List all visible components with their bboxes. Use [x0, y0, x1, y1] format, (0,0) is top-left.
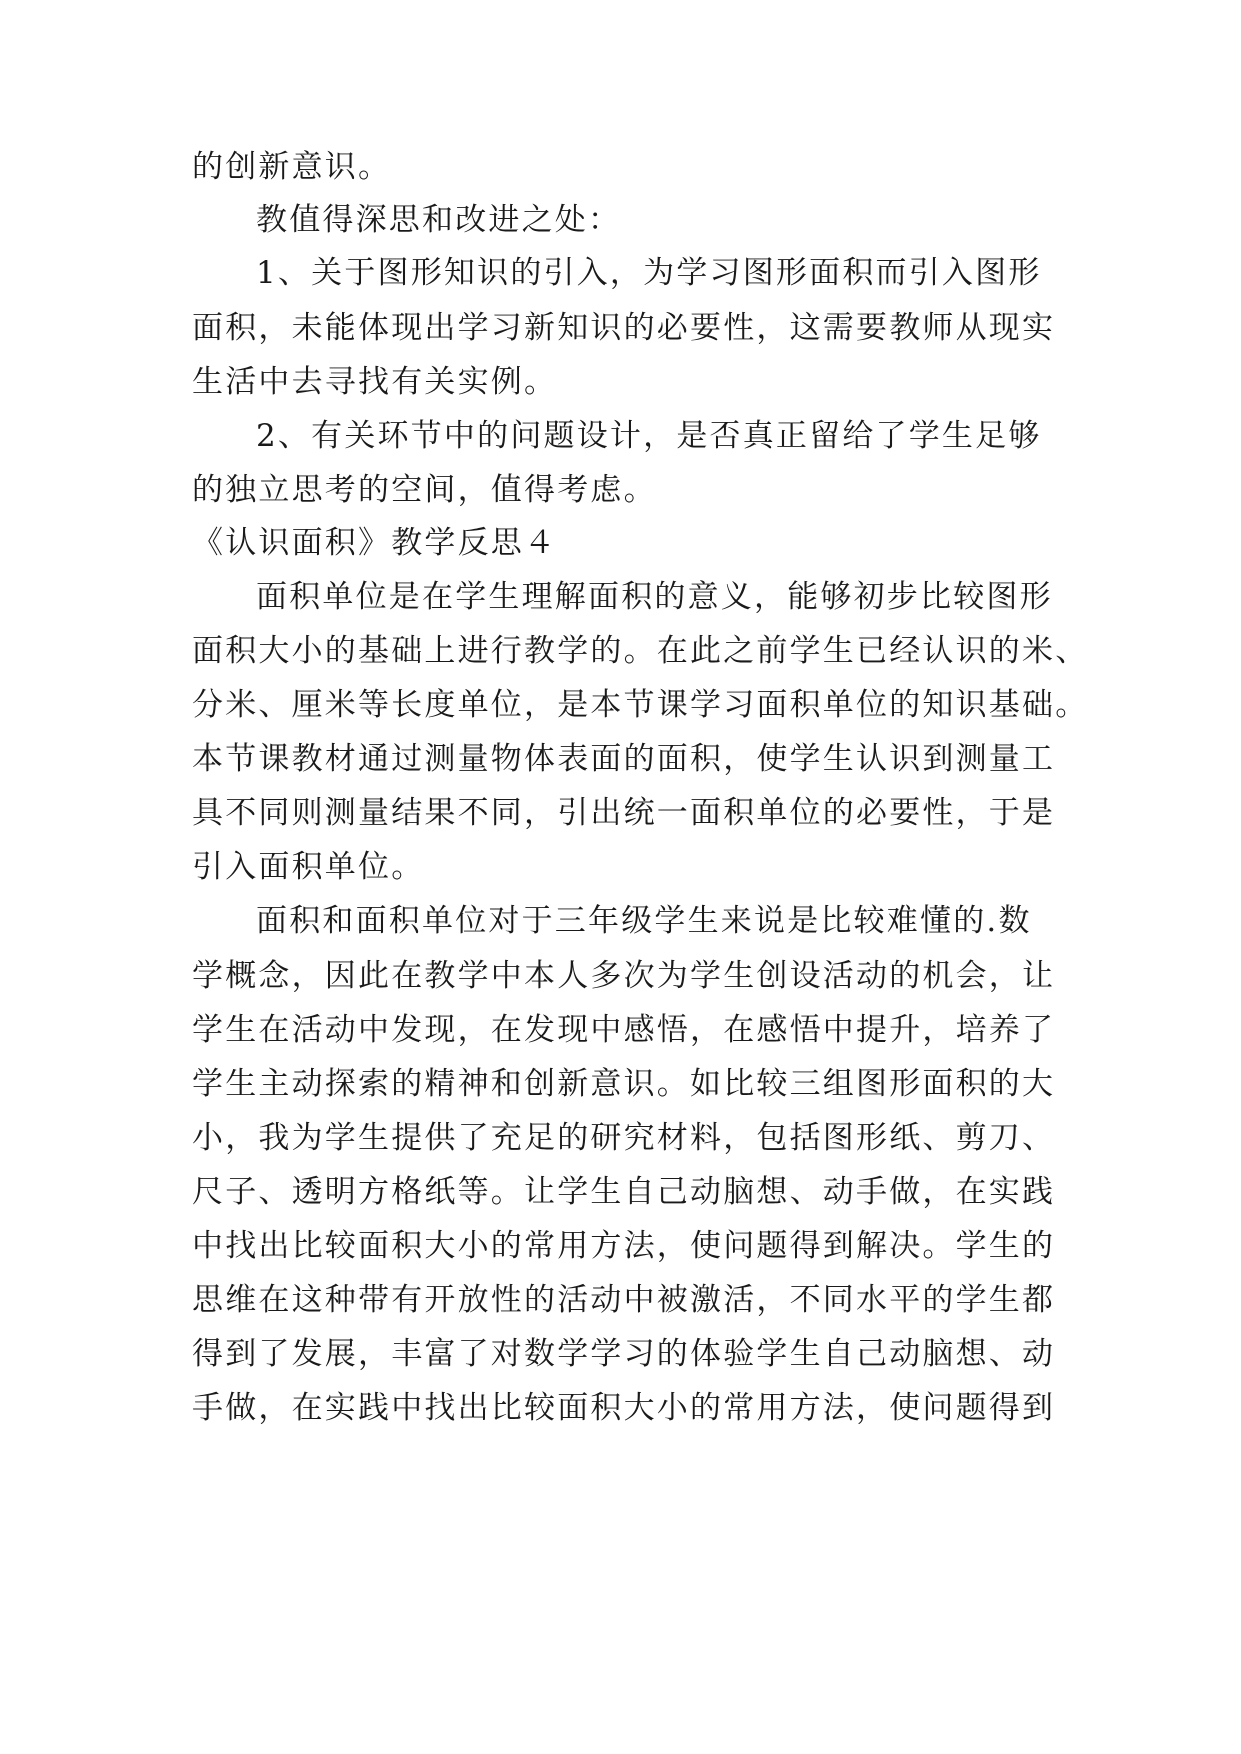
- text-line: 1、关于图形知识的引入，为学习图形面积而引入图形: [256, 255, 1042, 291]
- text-line: 的创新意识。: [192, 149, 392, 185]
- text-line: 得到了发展，丰富了对数学学习的体验学生自己动脑想、动: [192, 1336, 1056, 1372]
- text-line: 的独立思考的空间，值得考虑。: [192, 472, 657, 508]
- text-line: 面积和面积单位对于三年级学生来说是比较难懂的.数: [256, 903, 1032, 939]
- text-line: 中找出比较面积大小的常用方法，使问题得到解决。学生的: [192, 1228, 1056, 1264]
- text-line: 具不同则测量结果不同，引出统一面积单位的必要性，于是: [192, 795, 1056, 831]
- text-line: 2、有关环节中的问题设计，是否真正留给了学生足够: [256, 418, 1042, 454]
- text-line: 分米、厘米等长度单位，是本节课学习面积单位的知识基础。: [192, 687, 1089, 723]
- text-line: 学生主动探索的精神和创新意识。如比较三组图形面积的大: [192, 1066, 1056, 1102]
- text-line: 尺子、透明方格纸等。让学生自己动脑想、动手做，在实践: [192, 1174, 1056, 1210]
- text-line: 本节课教材通过测量物体表面的面积，使学生认识到测量工: [192, 741, 1056, 777]
- text-line: 生活中去寻找有关实例。: [192, 364, 558, 400]
- text-line: 学生在活动中发现，在发现中感悟，在感悟中提升，培养了: [192, 1012, 1056, 1048]
- text-line: 思维在这种带有开放性的活动中被激活，不同水平的学生都: [192, 1282, 1056, 1318]
- text-line: 小，我为学生提供了充足的研究材料，包括图形纸、剪刀、: [192, 1120, 1056, 1156]
- text-line: 引入面积单位。: [192, 849, 425, 885]
- text-line: 面积大小的基础上进行教学的。在此之前学生已经认识的米、: [192, 633, 1089, 669]
- article-title: 《认识面积》教学反思４: [192, 525, 558, 561]
- text-line: 面积，未能体现出学习新知识的必要性，这需要教师从现实: [192, 310, 1056, 346]
- text-line: 面积单位是在学生理解面积的意义，能够初步比较图形: [256, 579, 1053, 615]
- section-heading: 教值得深思和改进之处：: [256, 202, 622, 238]
- text-line: 手做，在实践中找出比较面积大小的常用方法，使问题得到: [192, 1390, 1056, 1426]
- text-line: 学概念，因此在教学中本人多次为学生创设活动的机会，让: [192, 958, 1056, 994]
